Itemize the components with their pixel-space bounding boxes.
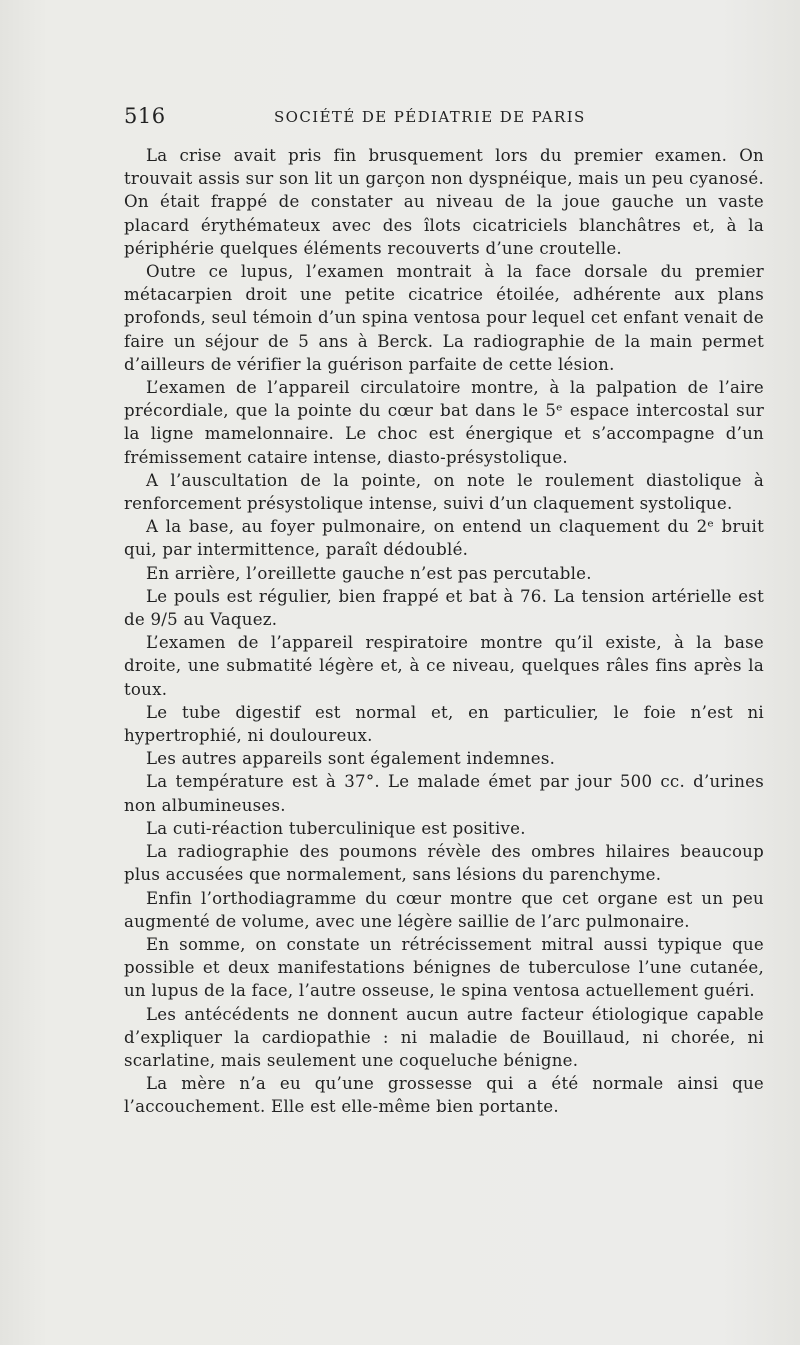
paragraph: Outre ce lupus, l’examen montrait à la face dorsale du premier métacarpien droit une petite cicatrice étoilée, adhérente aux plans profonds, seul témoin d’un spina ventosa pour lequel cet enfant venait de faire un séjour de 5 ans à Berck. La radiographie de la main permet d’ailleurs de vérifier la guérison parfaite de cette lésion. — [124, 262, 764, 374]
page-number: 516 — [124, 104, 166, 128]
paragraph: Les autres appareils sont également indemnes. — [146, 749, 556, 769]
paragraph: Le pouls est régulier, bien frappé et bat à 76. La tension artérielle est de 9/5 au Vaquez. — [124, 586, 764, 630]
paragraph: Le tube digestif est normal et, en particulier, le foie n’est ni hypertrophié, ni douloureux. — [124, 702, 764, 746]
paragraph: La température est à 37°. Le malade émet par jour 500 cc. d’urines non albumineuses. — [124, 772, 764, 815]
paragraph: L’examen de l’appareil circulatoire montre, à la palpation de l’aire précordiale, que la pointe du cœur bat dans le 5ᵉ espace intercostal sur la ligne mamelonnaire. Le choc est énergique et s’accompagne d’un frémissement cataire intense, diasto-présystolique. — [124, 378, 764, 467]
paragraph: La crise avait pris fin brusquement lors du premier examen. On trouvait assis sur son lit un garçon non dyspnéique, mais un peu cyanosé. On était frappé de constater au niveau de la joue gauche un vaste placard érythémateux avec des îlots cicatriciels blanchâtres et, à la périphérie quelques éléments recouverts d’une croutelle. — [124, 146, 764, 258]
journal-title: SOCIÉTÉ DE PÉDIATRIE DE PARIS — [274, 108, 586, 126]
running-head — [124, 104, 764, 132]
paragraph: La cuti-réaction tuberculinique est positive. — [146, 818, 526, 838]
paragraph: L’examen de l’appareil respiratoire montre qu’il existe, à la base droite, une submatité légère et, à ce niveau, quelques râles fins après la toux. — [124, 633, 764, 699]
paragraph: En arrière, l’oreillette gauche n’est pas percutable. — [146, 563, 592, 583]
paragraph: Les antécédents ne donnent aucun autre facteur étiologique capable d’expliquer la cardiopathie : ni maladie de Bouillaud, ni chorée, ni scarlatine, mais seulement une coqueluche bénigne. — [124, 1004, 764, 1070]
paragraph: La radiographie des poumons révèle des ombres hilaires beaucoup plus accusées que normalement, sans lésions du parenchyme. — [124, 842, 764, 885]
body-text — [124, 144, 764, 1119]
paragraph: A la base, au foyer pulmonaire, on entend un claquement du 2ᵉ bruit qui, par intermittence, paraît dédoublé. — [124, 517, 764, 560]
paragraph: En somme, on constate un rétrécissement mitral aussi typique que possible et deux manifestations bénignes de tuberculose l’une cutanée, un lupus de la face, l’autre osseuse, le spina ventosa actuellement guéri. — [124, 934, 764, 1001]
paragraph: Enfin l’orthodiagramme du cœur montre que cet organe est un peu augmenté de volume, avec une légère saillie de l’arc pulmonaire. — [124, 888, 764, 931]
paragraph: La mère n’a eu qu’une grossesse qui a été normale ainsi que l’accouchement. Elle est elle-même bien portante. — [124, 1074, 764, 1117]
paragraph: A l’auscultation de la pointe, on note le roulement diastolique à renforcement présystolique intense, suivi d’un claquement systolique. — [124, 470, 764, 514]
